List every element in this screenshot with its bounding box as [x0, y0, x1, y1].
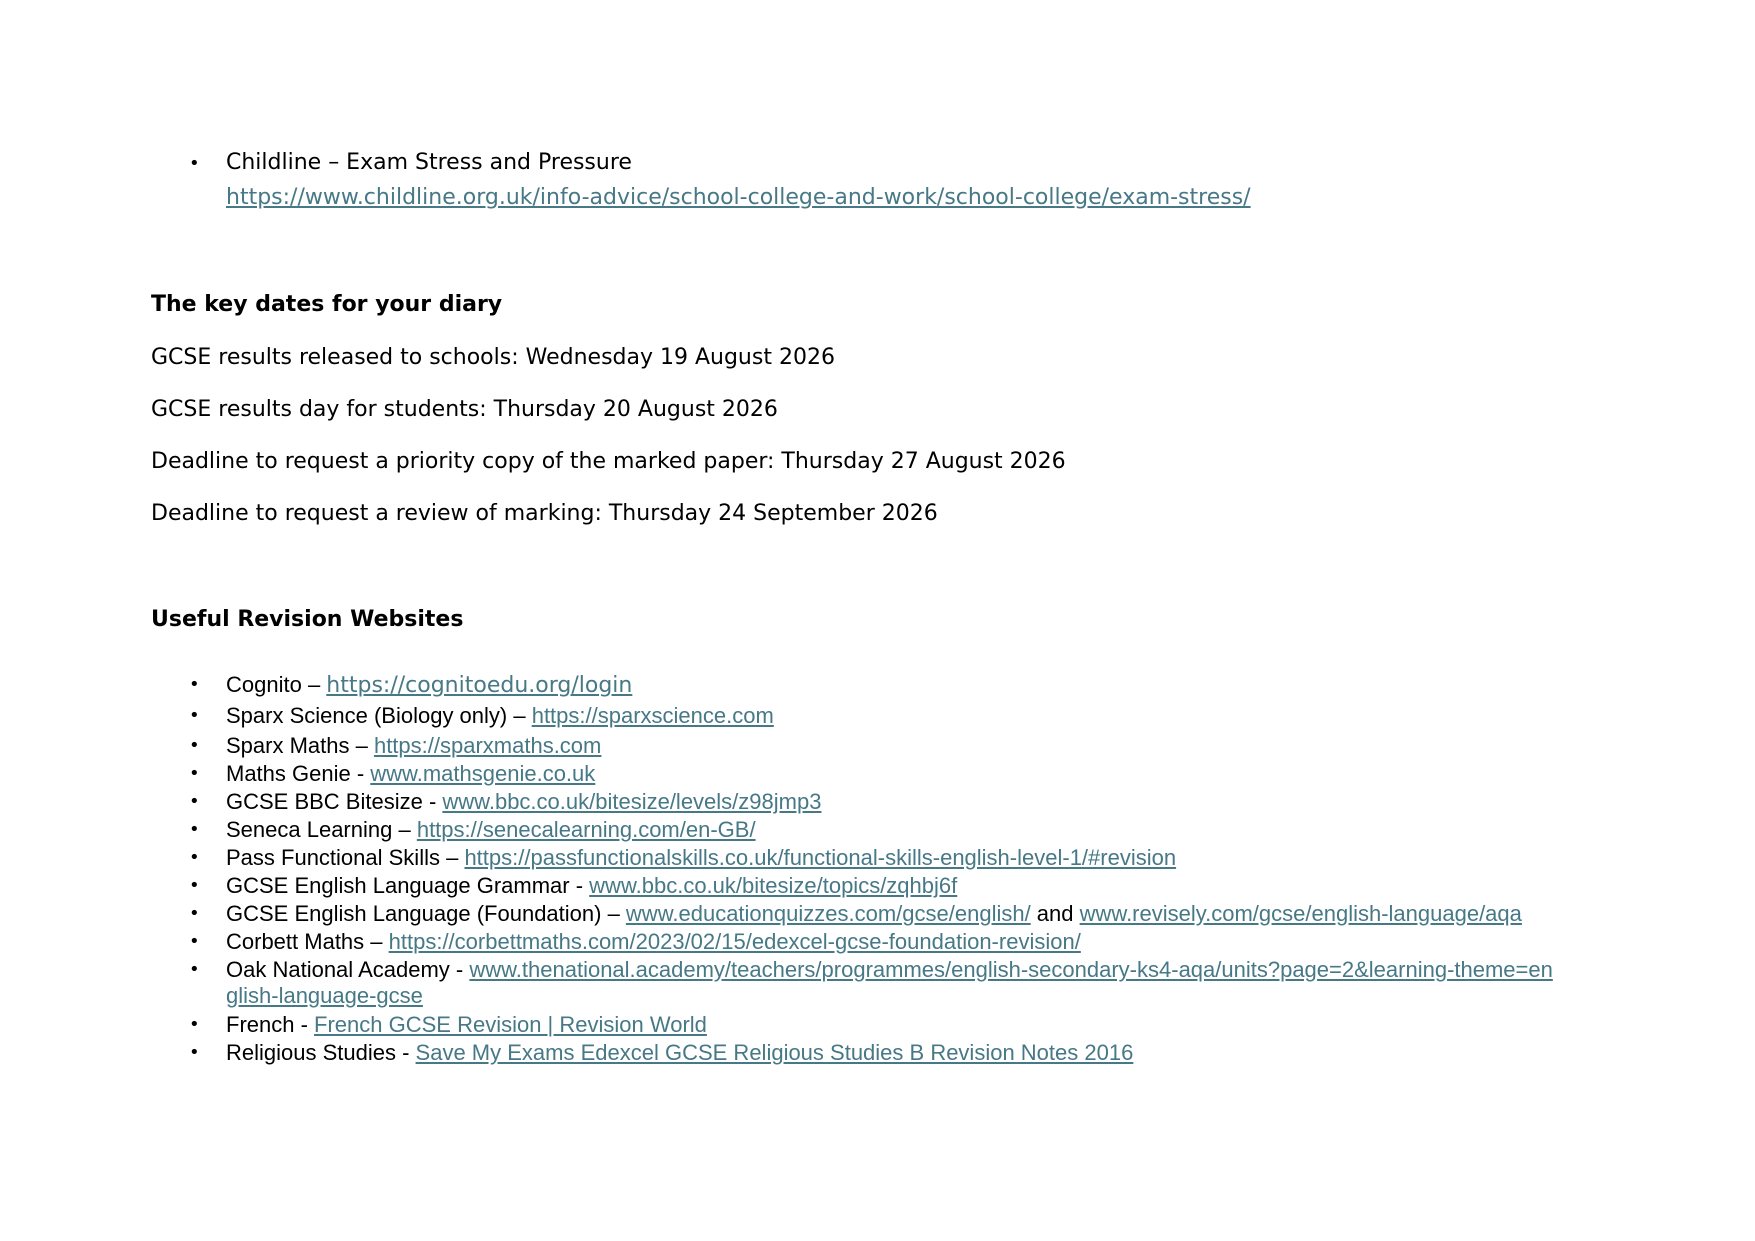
site-link[interactable]: www.mathsgenie.co.uk: [370, 761, 596, 786]
bullet: •: [189, 1042, 200, 1063]
bullet: •: [189, 1014, 200, 1035]
site-label: Religious Studies -: [226, 1040, 416, 1065]
site-joiner: and: [1030, 901, 1080, 926]
key-dates-heading: The key dates for your diary: [151, 292, 503, 317]
bullet: •: [189, 819, 200, 840]
site-label: Sparx Maths –: [226, 733, 374, 758]
site-label: French -: [226, 1012, 315, 1037]
bullet: •: [189, 875, 200, 896]
site-link[interactable]: www.bbc.co.uk/bitesize/topics/zqhbj6f: [589, 873, 958, 898]
site-link[interactable]: https://sparxmaths.com: [373, 733, 602, 758]
childline-label: Childline – Exam Stress and Pressure: [226, 150, 632, 175]
site-link[interactable]: Save My Exams Edexcel GCSE Religious Studies B Revision Notes 2016: [415, 1040, 1134, 1065]
site-link-secondary[interactable]: www.revisely.com/gcse/english-language/aqa: [1079, 901, 1522, 926]
site-label: Sparx Science (Biology only) –: [226, 703, 532, 728]
bullet: •: [189, 847, 200, 868]
bullet: •: [189, 735, 200, 756]
bullet: •: [189, 153, 200, 174]
key-date-priority-copy: Deadline to request a priority copy of the marked paper: Thursday 27 August 2026: [151, 449, 1066, 474]
key-date-results-day: GCSE results day for students: Thursday 20 August 2026: [151, 397, 778, 422]
site-link[interactable]: www.educationquizzes.com/gcse/english/: [625, 901, 1031, 926]
site-link[interactable]: https://passfunctionalskills.co.uk/functional-skills-english-level-1/#revision: [464, 845, 1177, 870]
site-label: GCSE BBC Bitesize -: [226, 789, 443, 814]
site-link[interactable]: https://senecalearning.com/en-GB/: [416, 817, 756, 842]
site-label: Maths Genie -: [226, 761, 371, 786]
site-label: Cognito –: [226, 672, 327, 697]
childline-link[interactable]: https://www.childline.org.uk/info-advice/school-college-and-work/school-college/exam-stress/: [226, 185, 1251, 210]
site-link[interactable]: French GCSE Revision | Revision World: [314, 1012, 707, 1037]
bullet: •: [189, 959, 200, 980]
key-date-review-of-marking: Deadline to request a review of marking: Thursday 24 September 2026: [151, 501, 938, 526]
site-link[interactable]: https://corbettmaths.com/2023/02/15/edexcel-gcse-foundation-revision/: [388, 929, 1081, 954]
bullet: •: [189, 763, 200, 784]
site-link[interactable]: www.bbc.co.uk/bitesize/levels/z98jmp3: [442, 789, 822, 814]
site-link[interactable]: www.thenational.academy/teachers/programmes/english-secondary-ks4-aqa/units?page=2&learning-theme=english-language-gcse: [226, 957, 1553, 1008]
site-label: Corbett Maths –: [226, 929, 389, 954]
site-label: Pass Functional Skills –: [226, 845, 465, 870]
site-label: GCSE English Language Grammar -: [226, 873, 590, 898]
bullet: •: [189, 931, 200, 952]
site-label: Seneca Learning –: [226, 817, 417, 842]
site-link[interactable]: https://cognitoedu.org/login: [326, 673, 633, 698]
site-label: GCSE English Language (Foundation) –: [226, 901, 626, 926]
key-date-results-to-schools: GCSE results released to schools: Wednesday 19 August 2026: [151, 345, 835, 370]
bullet: •: [189, 903, 200, 924]
bullet: •: [189, 674, 200, 695]
site-link[interactable]: https://sparxscience.com: [531, 703, 774, 728]
bullet: •: [189, 791, 200, 812]
revision-websites-heading: Useful Revision Websites: [151, 607, 464, 632]
site-label: Oak National Academy -: [226, 957, 470, 982]
bullet: •: [189, 705, 200, 726]
